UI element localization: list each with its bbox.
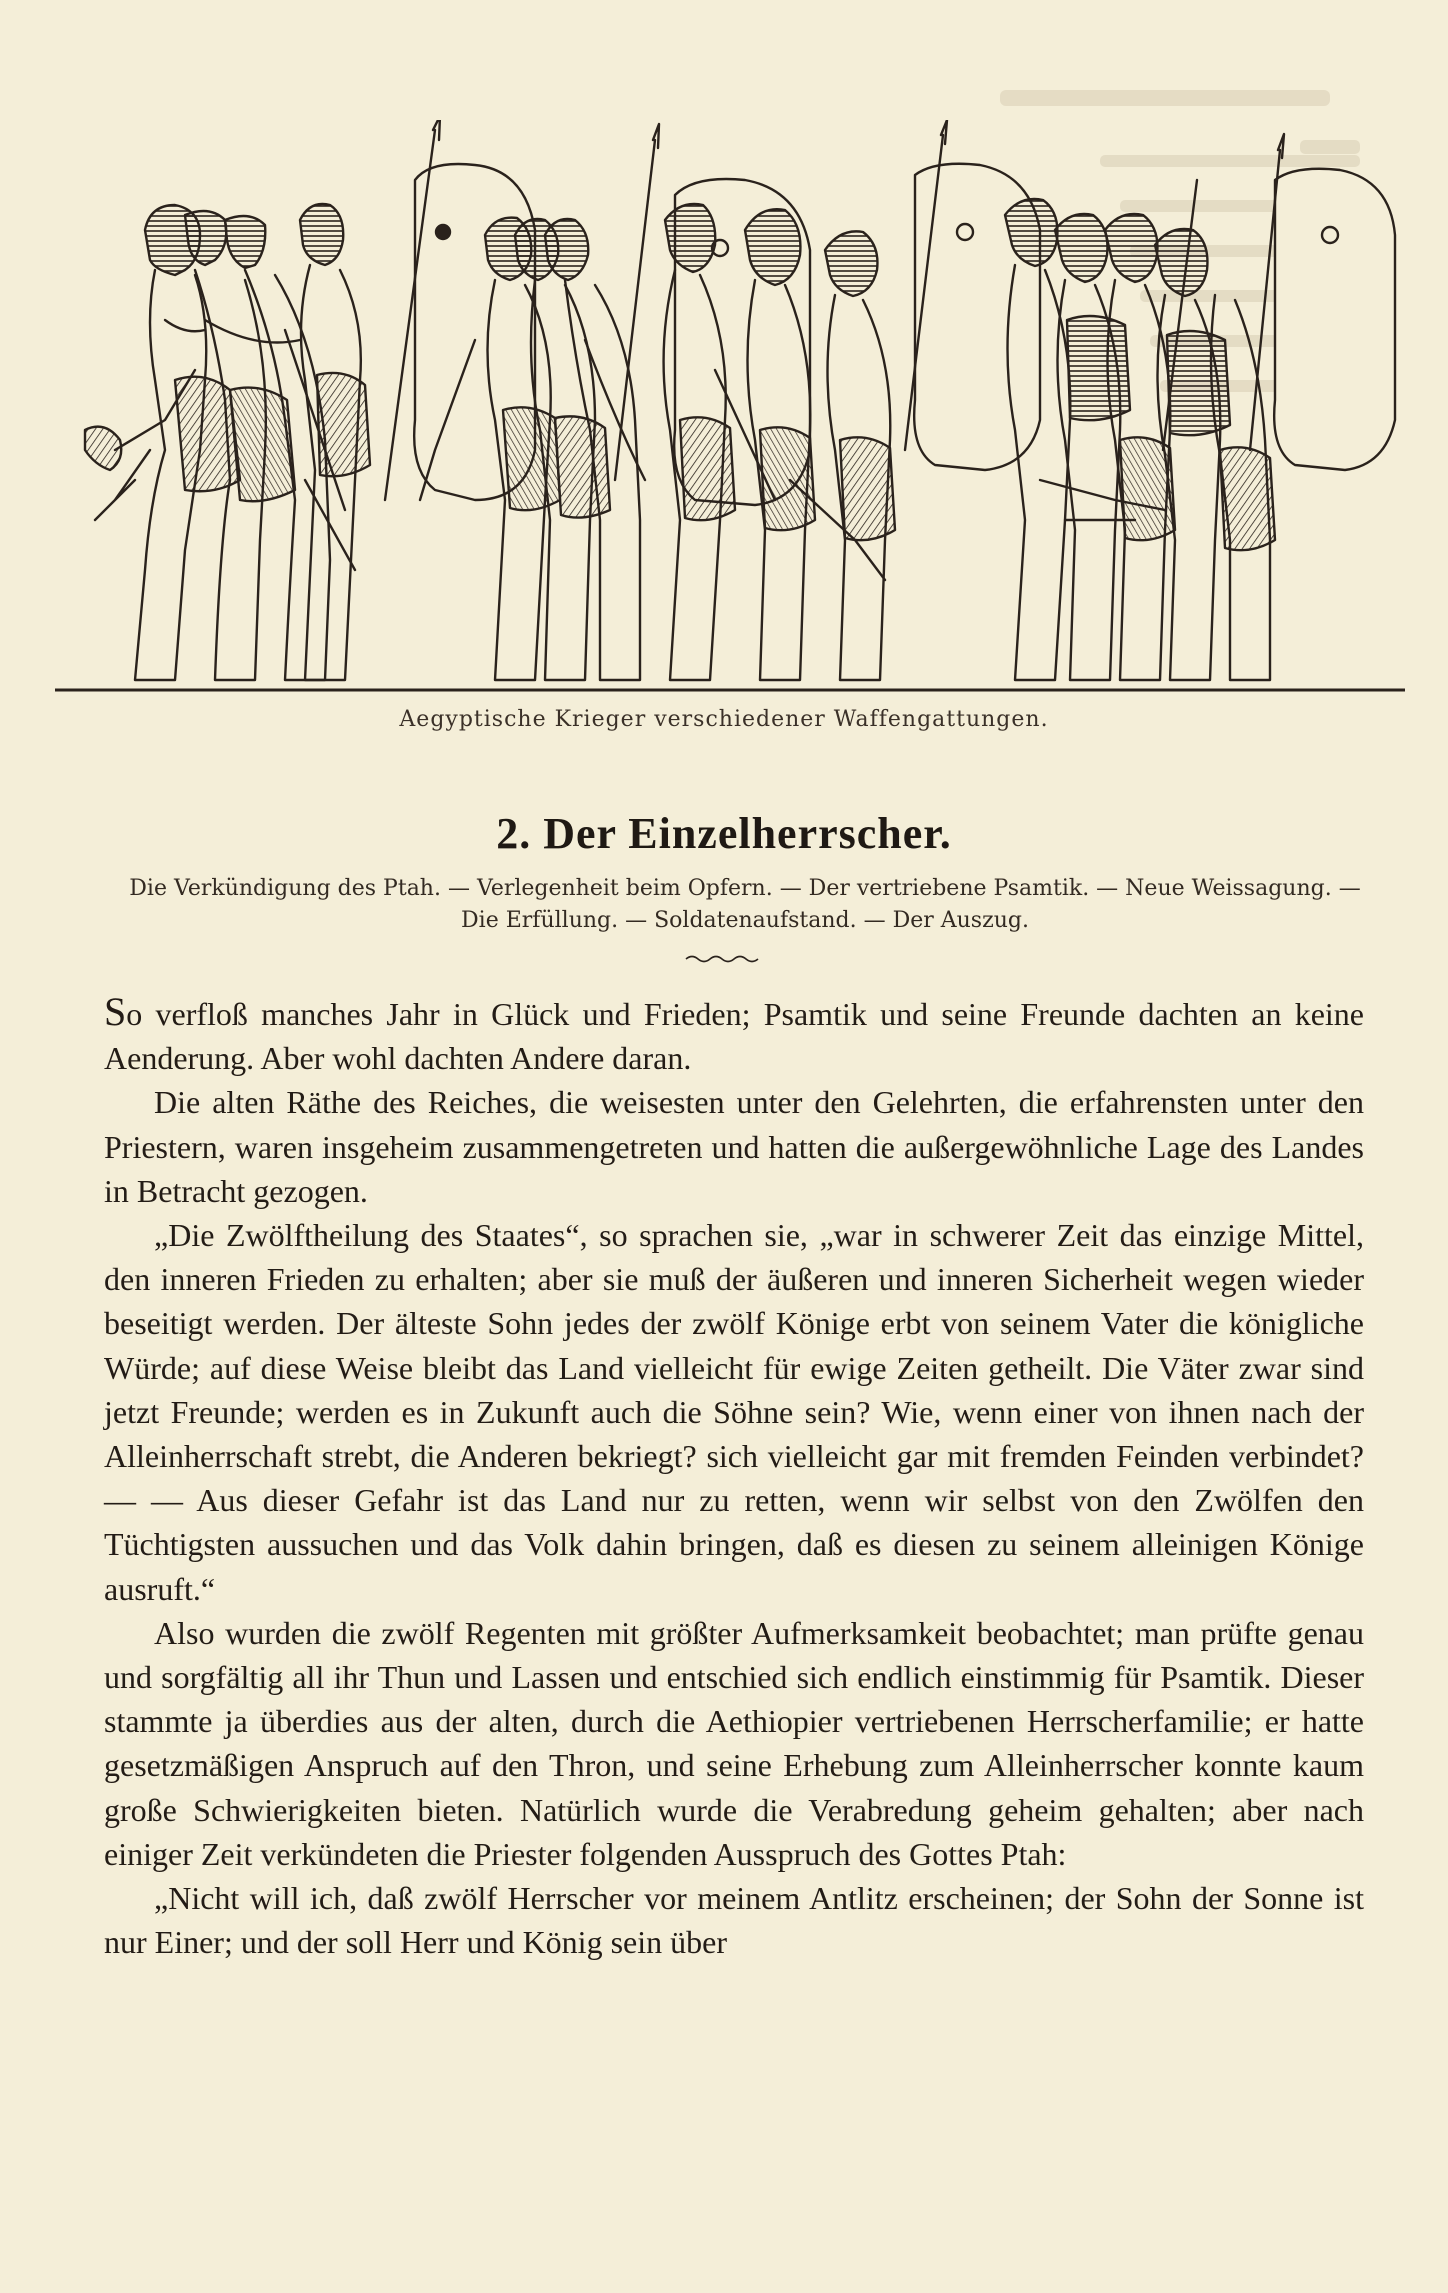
ornamental-divider	[684, 953, 764, 965]
paragraph-3: „Die Zwölftheilung des Staates“, so sprachen sie, „war in schwerer Zeit das einzige Mittel, den inneren Frieden zu erhalten; aber sie muß der äußeren und inneren Sicherheit wegen wieder beseitigt werden. Der älteste Sohn jedes der zwölf Könige erbt von seinem Vater die königliche Würde; auf diese Weise bleibt das Land vielleicht für ewige Zeiten getheilt. Die Väter zwar sind jetzt Freunde; werden es in Zukunft auch die Söhne sein? Wie, wenn einer von ihnen nach der Alleinherrschaft strebt, die Anderen bekriegt? sich vielleicht gar mit fremden Feinden verbindet? — — Aus dieser Gefahr ist das Land nur zu retten, wenn wir selbst von den Zwölfen den Tüchtigsten aussuchen und das Volk dahin bringen, daß es diesen zu seinem alleinigen Könige ausruft.“	[104, 1217, 1364, 1607]
paragraph-4: Also wurden die zwölf Regenten mit größter Aufmerksamkeit beobachtet; man prüfte genau und sorgfältig all ihr Thun und Lassen und entschied sich endlich einstimmig für Psamtik. Dieser stammte ja überdies aus der alten, durch die Aethiopier vertriebenen Herrscherfamilie; er hatte gesetzmäßigen Anspruch auf den Thron, und seine Erhebung zum Alleinherrscher konnte kaum große Schwierigkeiten bieten. Natürlich wurde die Verabredung geheim gehalten; aber nach einiger Zeit verkündeten die Priester folgenden Ausspruch des Gottes Ptah:	[104, 1614, 1364, 1872]
egyptian-warriors-engraving	[55, 120, 1405, 700]
chapter-body	[104, 990, 1364, 1964]
figure-caption: Aegyptische Krieger verschiedener Waffengattungen.	[399, 707, 1049, 732]
chapter-title: 2. Der Einzelherrscher.	[496, 809, 952, 858]
paragraph-2: Die alten Räthe des Reiches, die weisesten unter den Gelehrten, die erfahrensten unter den Priestern, waren insgeheim zusammengetreten und hatten die außergewöhnliche Lage des Landes in Betracht gezogen.	[104, 1084, 1364, 1209]
paragraph-5: „Nicht will ich, daß zwölf Herrscher vor meinem Antlitz erscheinen; der Sohn der Sonne ist nur Einer; und der soll Herr und König sein über	[104, 1880, 1364, 1961]
initial-letter: S	[104, 989, 127, 1034]
paragraph-1	[104, 990, 1364, 1080]
paragraph-1-text: o verfloß manches Jahr in Glück und Frieden; Psamtik und seine Freunde dachten an keine Aenderung. Aber wohl dachten Andere daran.	[104, 996, 1364, 1077]
chapter-summary: Die Verkündigung des Ptah. — Verlegenheit beim Opfern. — Der vertriebene Psamtik. — Neue Weissagung. — Die Erfüllung. — Soldatenaufstand. — Der Auszug.	[129, 876, 1361, 933]
